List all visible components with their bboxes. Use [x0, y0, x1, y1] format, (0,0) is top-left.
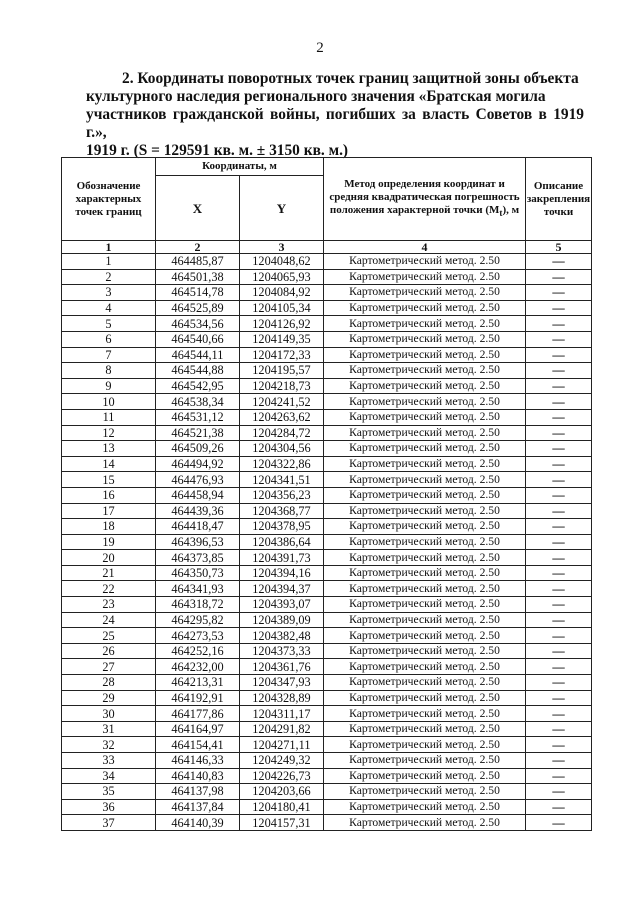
table-row	[62, 628, 592, 644]
point-number-cell: 18	[62, 519, 156, 535]
fixing-cell: —	[526, 628, 592, 644]
fixing-cell: —	[526, 675, 592, 691]
column-number: 3	[240, 241, 324, 254]
point-number-cell: 19	[62, 534, 156, 550]
point-number-cell: 9	[62, 378, 156, 394]
method-cell: Картометрический метод. 2.50	[324, 409, 526, 425]
y-coordinate-cell: 1204249,32	[240, 753, 324, 769]
point-number-cell: 34	[62, 768, 156, 784]
fixing-cell: —	[526, 254, 592, 270]
fixing-cell: —	[526, 503, 592, 519]
method-cell: Картометрический метод. 2.50	[324, 753, 526, 769]
header-y: Y	[240, 176, 324, 241]
x-coordinate-cell: 464137,84	[156, 799, 240, 815]
method-cell: Картометрический метод. 2.50	[324, 597, 526, 613]
header-coordinates: Координаты, м	[156, 158, 324, 176]
fixing-cell: —	[526, 721, 592, 737]
method-cell: Картометрический метод. 2.50	[324, 534, 526, 550]
coordinates-table	[61, 157, 592, 831]
table-row	[62, 597, 592, 613]
table-row	[62, 441, 592, 457]
x-coordinate-cell: 464140,39	[156, 815, 240, 831]
method-cell: Картометрический метод. 2.50	[324, 690, 526, 706]
table-row	[62, 768, 592, 784]
fixing-cell: —	[526, 394, 592, 410]
method-cell: Картометрический метод. 2.50	[324, 503, 526, 519]
table-row	[62, 706, 592, 722]
y-coordinate-cell: 1204311,17	[240, 706, 324, 722]
column-number: 5	[526, 241, 592, 254]
x-coordinate-cell: 464531,12	[156, 409, 240, 425]
method-cell: Картометрический метод. 2.50	[324, 721, 526, 737]
method-cell: Картометрический метод. 2.50	[324, 519, 526, 535]
header-method	[324, 158, 526, 241]
x-coordinate-cell: 464509,26	[156, 441, 240, 457]
y-coordinate-cell: 1204386,64	[240, 534, 324, 550]
fixing-cell: —	[526, 456, 592, 472]
x-coordinate-cell: 464542,95	[156, 378, 240, 394]
table-row	[62, 254, 592, 270]
method-cell: Картометрический метод. 2.50	[324, 581, 526, 597]
table-row	[62, 565, 592, 581]
point-number-cell: 2	[62, 269, 156, 285]
x-coordinate-cell: 464164,97	[156, 721, 240, 737]
method-cell: Картометрический метод. 2.50	[324, 363, 526, 379]
x-coordinate-cell: 464192,91	[156, 690, 240, 706]
x-coordinate-cell: 464137,98	[156, 784, 240, 800]
y-coordinate-cell: 1204263,62	[240, 409, 324, 425]
point-number-cell: 22	[62, 581, 156, 597]
method-cell: Картометрический метод. 2.50	[324, 441, 526, 457]
y-coordinate-cell: 1204105,34	[240, 300, 324, 316]
method-cell: Картометрический метод. 2.50	[324, 300, 526, 316]
heading-line: 2. Координаты поворотных точек границ защитной зоны объекта	[122, 70, 579, 87]
y-coordinate-cell: 1204356,23	[240, 487, 324, 503]
y-coordinate-cell: 1204291,82	[240, 721, 324, 737]
table-row	[62, 487, 592, 503]
x-coordinate-cell: 464273,53	[156, 628, 240, 644]
y-coordinate-cell: 1204389,09	[240, 612, 324, 628]
fixing-cell: —	[526, 643, 592, 659]
fixing-cell: —	[526, 316, 592, 332]
table-row	[62, 347, 592, 363]
x-coordinate-cell: 464494,92	[156, 456, 240, 472]
fixing-cell: —	[526, 487, 592, 503]
x-coordinate-cell: 464213,31	[156, 675, 240, 691]
method-cell: Картометрический метод. 2.50	[324, 799, 526, 815]
heading-line: культурного наследия регионального значения «Братская могила	[86, 88, 546, 105]
point-number-cell: 23	[62, 597, 156, 613]
table-row	[62, 363, 592, 379]
method-cell: Картометрический метод. 2.50	[324, 768, 526, 784]
y-coordinate-cell: 1204304,56	[240, 441, 324, 457]
header-designation: Обозначение характерных точек границ	[62, 158, 156, 241]
fixing-cell: —	[526, 285, 592, 301]
table-row	[62, 316, 592, 332]
table-row	[62, 456, 592, 472]
table-row	[62, 581, 592, 597]
x-coordinate-cell: 464350,73	[156, 565, 240, 581]
y-coordinate-cell: 1204322,86	[240, 456, 324, 472]
y-coordinate-cell: 1204218,73	[240, 378, 324, 394]
method-cell: Картометрический метод. 2.50	[324, 550, 526, 566]
y-coordinate-cell: 1204065,93	[240, 269, 324, 285]
method-cell: Картометрический метод. 2.50	[324, 378, 526, 394]
table-row	[62, 753, 592, 769]
x-coordinate-cell: 464295,82	[156, 612, 240, 628]
point-number-cell: 11	[62, 409, 156, 425]
x-coordinate-cell: 464318,72	[156, 597, 240, 613]
x-coordinate-cell: 464458,94	[156, 487, 240, 503]
fixing-cell: —	[526, 737, 592, 753]
table-row	[62, 550, 592, 566]
x-coordinate-cell: 464476,93	[156, 472, 240, 488]
table-row	[62, 472, 592, 488]
fixing-cell: —	[526, 425, 592, 441]
fixing-cell: —	[526, 597, 592, 613]
header-fixing: Описание закрепления точки	[526, 158, 592, 241]
x-coordinate-cell: 464418,47	[156, 519, 240, 535]
fixing-cell: —	[526, 534, 592, 550]
fixing-cell: —	[526, 363, 592, 379]
point-number-cell: 13	[62, 441, 156, 457]
fixing-cell: —	[526, 659, 592, 675]
y-coordinate-cell: 1204284,72	[240, 425, 324, 441]
y-coordinate-cell: 1204195,57	[240, 363, 324, 379]
header-x: X	[156, 176, 240, 241]
x-coordinate-cell: 464154,41	[156, 737, 240, 753]
method-cell: Картометрический метод. 2.50	[324, 331, 526, 347]
header-method-tail: ), м	[502, 203, 520, 216]
method-cell: Картометрический метод. 2.50	[324, 347, 526, 363]
x-coordinate-cell: 464501,38	[156, 269, 240, 285]
table-row	[62, 269, 592, 285]
y-coordinate-cell: 1204394,37	[240, 581, 324, 597]
fixing-cell: —	[526, 550, 592, 566]
y-coordinate-cell: 1204203,66	[240, 784, 324, 800]
method-cell: Картометрический метод. 2.50	[324, 565, 526, 581]
x-coordinate-cell: 464373,85	[156, 550, 240, 566]
fixing-cell: —	[526, 441, 592, 457]
header-method-text: Метод определения координат и средняя квадратическая погрешность положения характерной точки (M	[329, 177, 520, 216]
table-row	[62, 737, 592, 753]
y-coordinate-cell: 1204180,41	[240, 799, 324, 815]
table-row	[62, 799, 592, 815]
fixing-cell: —	[526, 581, 592, 597]
point-number-cell: 24	[62, 612, 156, 628]
x-coordinate-cell: 464525,89	[156, 300, 240, 316]
point-number-cell: 3	[62, 285, 156, 301]
point-number-cell: 37	[62, 815, 156, 831]
fixing-cell: —	[526, 269, 592, 285]
x-coordinate-cell: 464396,53	[156, 534, 240, 550]
y-coordinate-cell: 1204048,62	[240, 254, 324, 270]
x-coordinate-cell: 464538,34	[156, 394, 240, 410]
fixing-cell: —	[526, 799, 592, 815]
y-coordinate-cell: 1204084,92	[240, 285, 324, 301]
fixing-cell: —	[526, 519, 592, 535]
method-cell: Картометрический метод. 2.50	[324, 675, 526, 691]
method-cell: Картометрический метод. 2.50	[324, 706, 526, 722]
table-row	[62, 690, 592, 706]
y-coordinate-cell: 1204241,52	[240, 394, 324, 410]
point-number-cell: 32	[62, 737, 156, 753]
column-number: 2	[156, 241, 240, 254]
method-cell: Картометрический метод. 2.50	[324, 394, 526, 410]
table-row	[62, 394, 592, 410]
table-row	[62, 784, 592, 800]
x-coordinate-cell: 464521,38	[156, 425, 240, 441]
fixing-cell: —	[526, 768, 592, 784]
y-coordinate-cell: 1204271,11	[240, 737, 324, 753]
x-coordinate-cell: 464485,87	[156, 254, 240, 270]
heading-line: 1919 г. (S = 129591 кв. м. ± 3150 кв. м.)	[86, 142, 349, 159]
y-coordinate-cell: 1204391,73	[240, 550, 324, 566]
point-number-cell: 7	[62, 347, 156, 363]
method-cell: Картометрический метод. 2.50	[324, 487, 526, 503]
y-coordinate-cell: 1204172,33	[240, 347, 324, 363]
point-number-cell: 1	[62, 254, 156, 270]
y-coordinate-cell: 1204149,35	[240, 331, 324, 347]
page-number: 2	[316, 40, 324, 56]
point-number-cell: 16	[62, 487, 156, 503]
table-row	[62, 815, 592, 831]
point-number-cell: 8	[62, 363, 156, 379]
point-number-cell: 21	[62, 565, 156, 581]
x-coordinate-cell: 464544,88	[156, 363, 240, 379]
table-row	[62, 643, 592, 659]
y-coordinate-cell: 1204378,95	[240, 519, 324, 535]
y-coordinate-cell: 1204341,51	[240, 472, 324, 488]
method-cell: Картометрический метод. 2.50	[324, 815, 526, 831]
point-number-cell: 36	[62, 799, 156, 815]
point-number-cell: 27	[62, 659, 156, 675]
method-cell: Картометрический метод. 2.50	[324, 628, 526, 644]
fixing-cell: —	[526, 300, 592, 316]
x-coordinate-cell: 464177,86	[156, 706, 240, 722]
section-heading	[86, 70, 584, 160]
fixing-cell: —	[526, 706, 592, 722]
y-coordinate-cell: 1204361,76	[240, 659, 324, 675]
point-number-cell: 17	[62, 503, 156, 519]
y-coordinate-cell: 1204393,07	[240, 597, 324, 613]
x-coordinate-cell: 464540,66	[156, 331, 240, 347]
table-row	[62, 721, 592, 737]
header-method-subscript: t	[499, 208, 503, 219]
heading-line: участников гражданской войны, погибших за власть Советов в 1919 г.»,	[86, 106, 584, 141]
table-row	[62, 285, 592, 301]
method-cell: Картометрический метод. 2.50	[324, 269, 526, 285]
fixing-cell: —	[526, 612, 592, 628]
fixing-cell: —	[526, 753, 592, 769]
point-number-cell: 4	[62, 300, 156, 316]
fixing-cell: —	[526, 347, 592, 363]
table-row	[62, 534, 592, 550]
column-number: 1	[62, 241, 156, 254]
point-number-cell: 15	[62, 472, 156, 488]
point-number-cell: 14	[62, 456, 156, 472]
x-coordinate-cell: 464232,00	[156, 659, 240, 675]
method-cell: Картометрический метод. 2.50	[324, 425, 526, 441]
fixing-cell: —	[526, 331, 592, 347]
table-row	[62, 409, 592, 425]
point-number-cell: 35	[62, 784, 156, 800]
x-coordinate-cell: 464146,33	[156, 753, 240, 769]
point-number-cell: 26	[62, 643, 156, 659]
method-cell: Картометрический метод. 2.50	[324, 612, 526, 628]
point-number-cell: 30	[62, 706, 156, 722]
table-row	[62, 425, 592, 441]
point-number-cell: 25	[62, 628, 156, 644]
table-row	[62, 331, 592, 347]
point-number-cell: 12	[62, 425, 156, 441]
method-cell: Картометрический метод. 2.50	[324, 254, 526, 270]
fixing-cell: —	[526, 690, 592, 706]
y-coordinate-cell: 1204394,16	[240, 565, 324, 581]
point-number-cell: 31	[62, 721, 156, 737]
x-coordinate-cell: 464544,11	[156, 347, 240, 363]
y-coordinate-cell: 1204373,33	[240, 643, 324, 659]
point-number-cell: 28	[62, 675, 156, 691]
method-cell: Картометрический метод. 2.50	[324, 784, 526, 800]
fixing-cell: —	[526, 472, 592, 488]
fixing-cell: —	[526, 409, 592, 425]
y-coordinate-cell: 1204382,48	[240, 628, 324, 644]
table-row	[62, 378, 592, 394]
fixing-cell: —	[526, 784, 592, 800]
point-number-cell: 20	[62, 550, 156, 566]
method-cell: Картометрический метод. 2.50	[324, 456, 526, 472]
table-row	[62, 519, 592, 535]
table-row	[62, 612, 592, 628]
y-coordinate-cell: 1204157,31	[240, 815, 324, 831]
point-number-cell: 5	[62, 316, 156, 332]
y-coordinate-cell: 1204126,92	[240, 316, 324, 332]
x-coordinate-cell: 464252,16	[156, 643, 240, 659]
point-number-cell: 29	[62, 690, 156, 706]
x-coordinate-cell: 464514,78	[156, 285, 240, 301]
method-cell: Картометрический метод. 2.50	[324, 659, 526, 675]
y-coordinate-cell: 1204328,89	[240, 690, 324, 706]
x-coordinate-cell: 464439,36	[156, 503, 240, 519]
method-cell: Картометрический метод. 2.50	[324, 472, 526, 488]
point-number-cell: 33	[62, 753, 156, 769]
x-coordinate-cell: 464341,93	[156, 581, 240, 597]
table-row	[62, 659, 592, 675]
table-row	[62, 503, 592, 519]
point-number-cell: 10	[62, 394, 156, 410]
y-coordinate-cell: 1204226,73	[240, 768, 324, 784]
column-number: 4	[324, 241, 526, 254]
fixing-cell: —	[526, 565, 592, 581]
table-row	[62, 675, 592, 691]
method-cell: Картометрический метод. 2.50	[324, 643, 526, 659]
x-coordinate-cell: 464140,83	[156, 768, 240, 784]
method-cell: Картометрический метод. 2.50	[324, 737, 526, 753]
y-coordinate-cell: 1204368,77	[240, 503, 324, 519]
method-cell: Картометрический метод. 2.50	[324, 316, 526, 332]
x-coordinate-cell: 464534,56	[156, 316, 240, 332]
fixing-cell: —	[526, 378, 592, 394]
y-coordinate-cell: 1204347,93	[240, 675, 324, 691]
fixing-cell: —	[526, 815, 592, 831]
point-number-cell: 6	[62, 331, 156, 347]
table-row	[62, 300, 592, 316]
method-cell: Картометрический метод. 2.50	[324, 285, 526, 301]
